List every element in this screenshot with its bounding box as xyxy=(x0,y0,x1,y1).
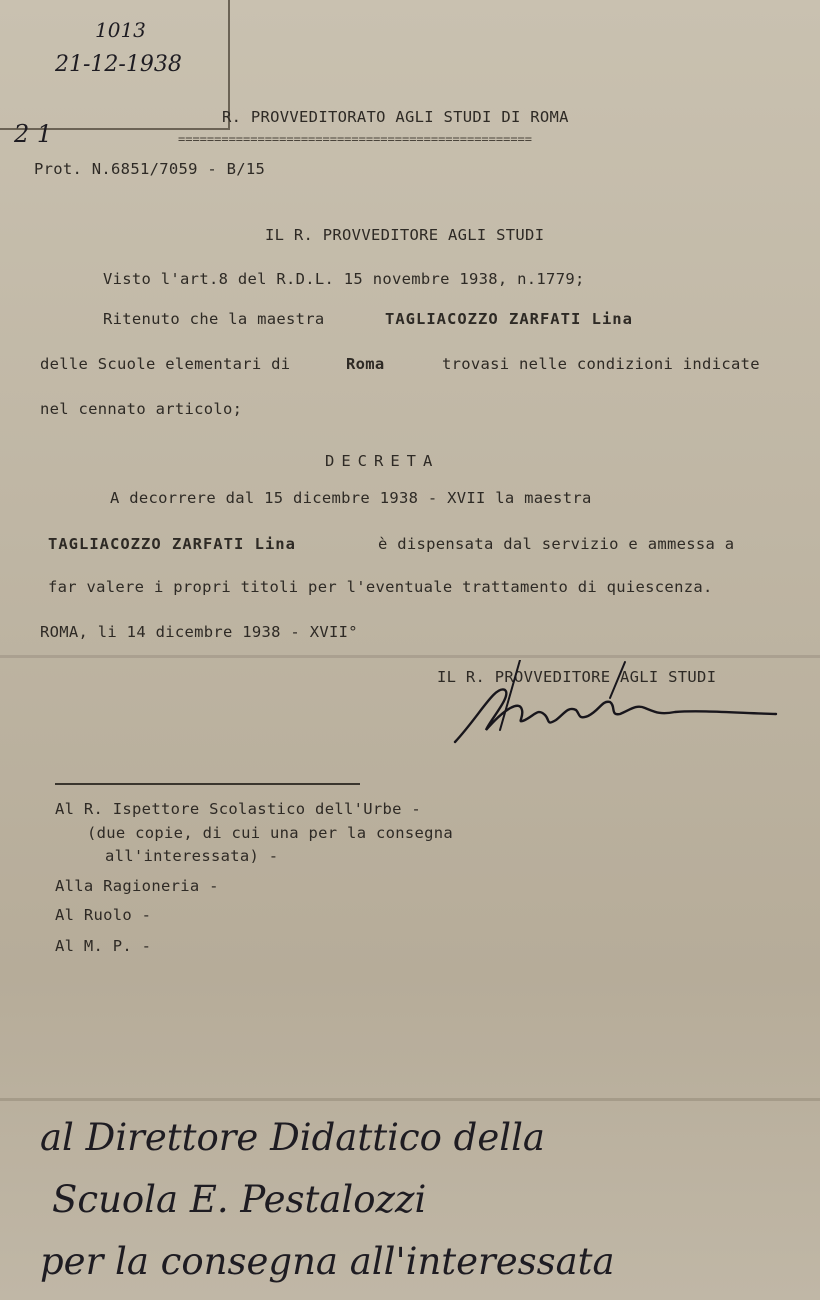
authority-title: IL R. PROVVEDITORE AGLI STUDI xyxy=(265,226,545,244)
decree-line-1: A decorrere dal 15 dicembre 1938 - XVII la maestra xyxy=(110,489,592,507)
teacher-name: TAGLIACOZZO ZARFATI Lina xyxy=(385,310,633,328)
place-and-date: ROMA, li 14 dicembre 1938 - XVII° xyxy=(40,623,358,641)
city-name: Roma xyxy=(346,355,385,373)
decree-teacher-name: TAGLIACOZZO ZARFATI Lina xyxy=(48,535,296,553)
distribution-item: Al Ruolo - xyxy=(55,906,152,924)
handwritten-note-line: per la consegna all'interessata xyxy=(40,1240,615,1283)
signatory-title: IL R. PROVVEDITORE AGLI STUDI xyxy=(437,668,717,686)
handwritten-note-line: al Direttore Didattico della xyxy=(40,1116,545,1159)
preamble-schools: delle Scuole elementari di xyxy=(40,355,291,373)
distribution-item: (due copie, di cui una per la consegna xyxy=(87,824,454,842)
protocol-number: Prot. N.6851/7059 - B/15 xyxy=(34,160,266,178)
distribution-item: Al R. Ispettore Scolastico dell'Urbe - xyxy=(55,800,422,818)
distribution-item: all'interessata) - xyxy=(105,847,279,865)
preamble-ritenuto: Ritenuto che la maestra xyxy=(103,310,325,328)
handwritten-registry-date: 21-12-1938 xyxy=(55,52,182,77)
distribution-item: Alla Ragioneria - xyxy=(55,877,219,895)
paper-fold-line xyxy=(0,1098,820,1101)
preamble-condition: trovasi nelle condizioni indicate xyxy=(442,355,760,373)
preamble-article: nel cennato articolo; xyxy=(40,400,243,418)
handwritten-marks: 2 1 xyxy=(14,120,53,148)
handwritten-registry-number: 1013 xyxy=(95,18,146,42)
paper-fold-line xyxy=(0,655,820,658)
handwritten-note-line: Scuola E. Pestalozzi xyxy=(52,1178,427,1221)
decree-line-2: è dispensata dal servizio e ammessa a xyxy=(378,535,735,553)
office-heading-rule: ================================================= xyxy=(178,132,533,146)
decree-heading: DECRETA xyxy=(325,452,440,470)
distribution-rule xyxy=(55,783,360,785)
signature xyxy=(450,660,780,750)
decree-line-3: far valere i propri titoli per l'eventuale trattamento di quiescenza. xyxy=(48,578,713,596)
distribution-item: Al M. P. - xyxy=(55,937,152,955)
preamble-visto: Visto l'art.8 del R.D.L. 15 novembre 1938, n.1779; xyxy=(103,270,585,288)
office-heading: R. PROVVEDITORATO AGLI STUDI DI ROMA xyxy=(222,108,569,126)
